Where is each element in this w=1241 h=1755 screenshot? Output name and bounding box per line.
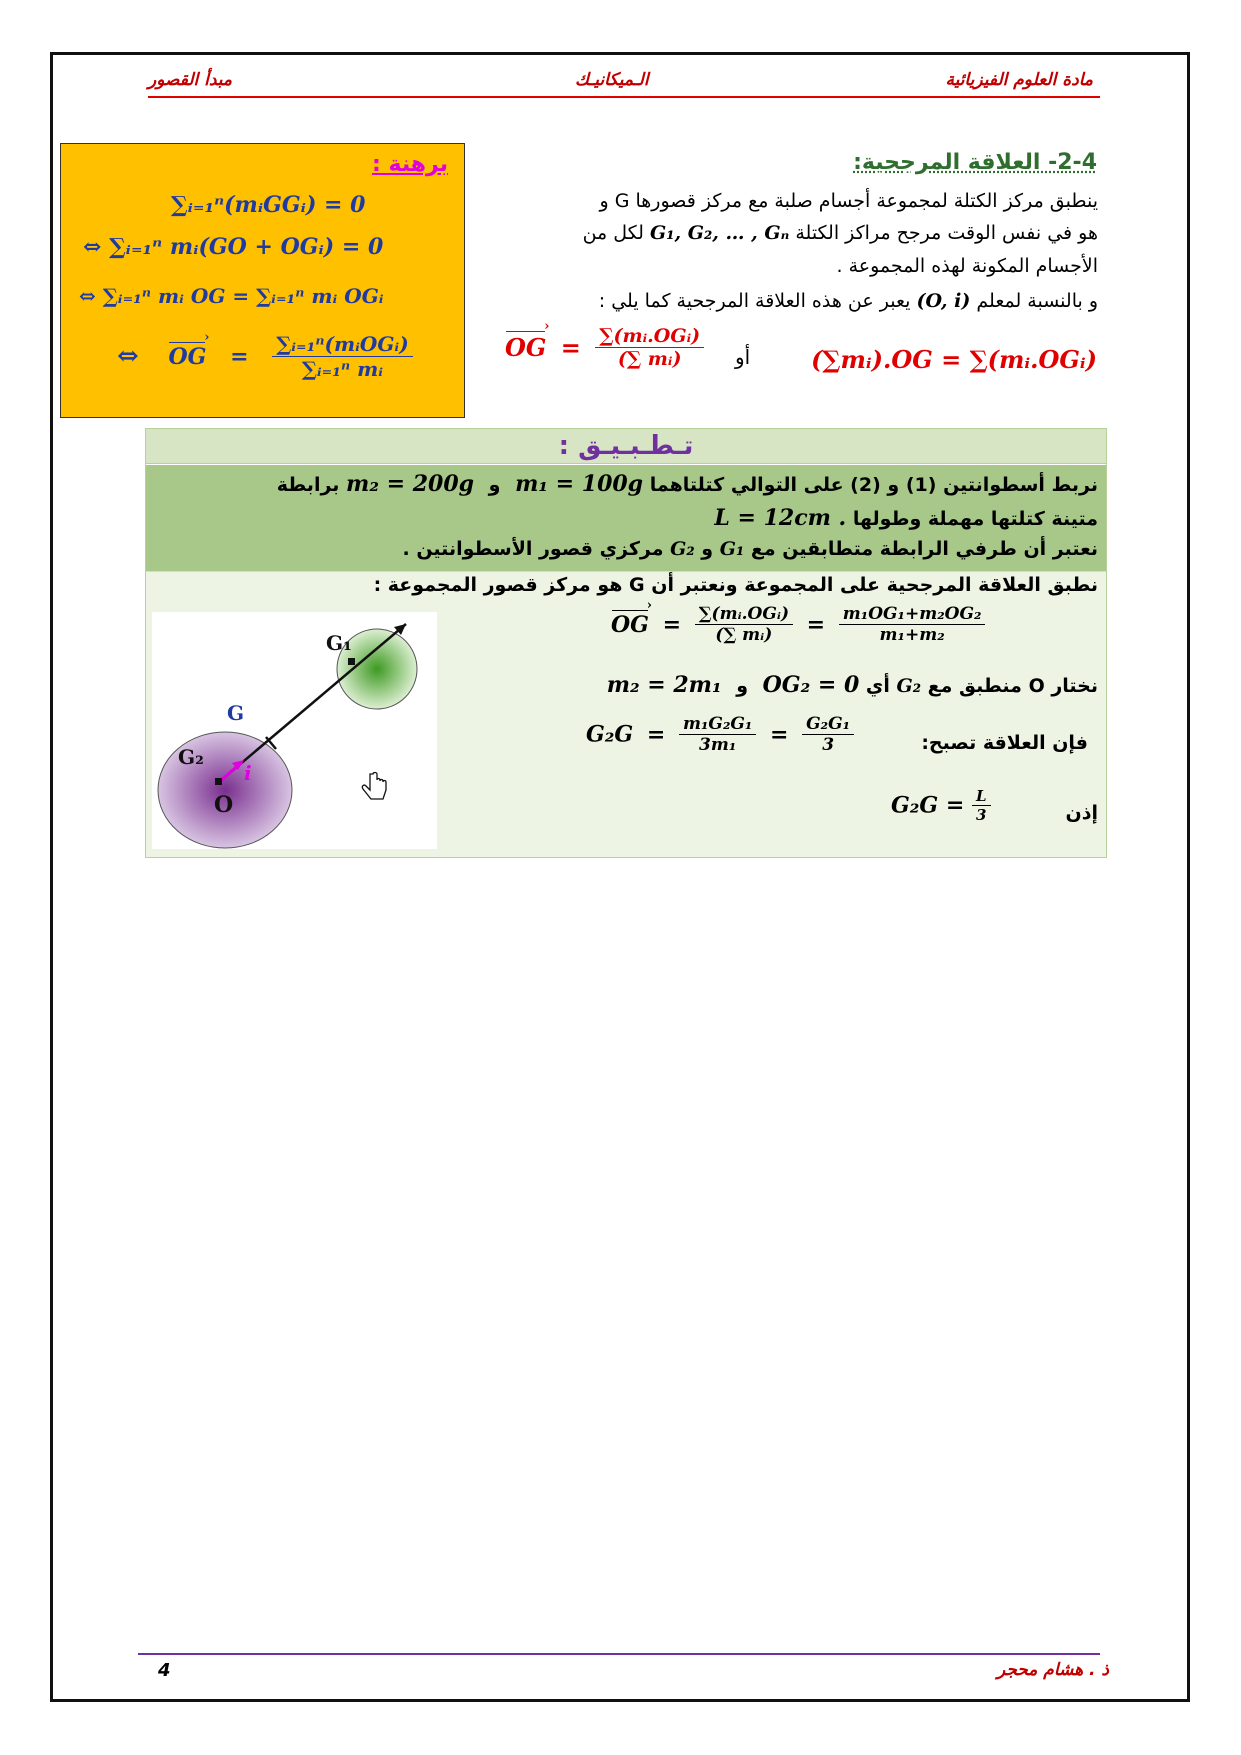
- equivalence-symbol: ⇔: [83, 234, 102, 260]
- formula-barycenter-lhs: OG ›: [505, 333, 546, 362]
- solution-line-2a: نختار O منطبق مع: [927, 675, 1098, 697]
- eq1-numerator-1: ∑(mᵢ.OGᵢ): [695, 604, 793, 625]
- formula-barycenter-numerator: ∑(mᵢ.OGᵢ): [595, 325, 704, 348]
- section-line-2-text: هو في نفس الوقت مرجح مراكز الكتلة: [795, 222, 1098, 244]
- section-line-4-end: يعبر عن هذه العلاقة المرجحية كما يلي :: [598, 290, 911, 312]
- proof-line-4-lhs: OG ›: [168, 344, 206, 370]
- statement-line-3b: مركزي قصور الأسطوانتين .: [402, 538, 664, 560]
- section-line-2-end: لكل من: [582, 222, 644, 244]
- formula-or: أو: [735, 345, 751, 369]
- eq3-numerator-1: m₁G₂G₁: [679, 714, 756, 735]
- header-lesson: مبدأ القصور: [148, 70, 233, 90]
- statement-and: و: [488, 474, 501, 496]
- mass-m2: m₂ = 200g: [346, 471, 475, 497]
- section-line-4-math: (O, i): [916, 290, 971, 312]
- application-solution: نطبق العلاقة المرجحية على المجموعة ونعتبر أن G هو مركز قصور المجموعة : OG › = $\frac{\text{∑(mᵢ.OGᵢ)}}{\text{(∑ mᵢ)}}$ = $\frac{\text{m₁OG₁+m₂OG₂}}{\text{m₁+m₂}}$ نختار O منطبق مع G₂ أي OG₂ = 0 و m₂ = 2m₁ فإن العلاقة تصبح: G₂G = $\frac{\text{m₁G₂G₁}}{\text{3m₁}}$ = $\frac{\text{G₂G₁}}{3}$ إذن G₂G = $\frac{L}{3}$ G₁ G G₂ O i: [146, 572, 1106, 857]
- eq1-lhs: OG ›: [611, 612, 649, 638]
- proof-line-4-denominator: ∑ᵢ₌₁ⁿ mᵢ: [301, 357, 384, 381]
- header-divider: [148, 96, 1100, 98]
- section-line-4-start: و بالنسبة لمعلم: [976, 290, 1098, 312]
- section-title: 2-4- العلاقة المرجحية:: [853, 150, 1097, 175]
- section-line-2-math: G₁, G₂, … , Gₙ: [649, 222, 790, 244]
- solution-line-1: نطبق العلاقة المرجحية على المجموعة ونعتبر أن G هو مركز قصور المجموعة :: [373, 574, 1098, 596]
- sol2-mass-relation: m₂ = 2m₁: [606, 672, 722, 698]
- formula-weighted-sum: (∑mᵢ).OG = ∑(mᵢ.OGᵢ): [811, 345, 1097, 374]
- application-title: تـطـبـيـق :: [558, 431, 694, 461]
- proof-title: برهنة :: [372, 152, 448, 177]
- application-table: [145, 428, 1107, 858]
- point-o: [215, 778, 222, 785]
- length-L: L = 12cm .: [714, 505, 847, 531]
- application-statement: [146, 465, 1106, 572]
- solution-line-4: إذن: [1065, 802, 1098, 824]
- eq3-denominator-1: 3m₁: [699, 735, 737, 755]
- label-i-figure: i: [244, 761, 252, 785]
- equivalence-symbol: ⇔: [117, 341, 139, 372]
- footer-divider: [138, 1653, 1100, 1655]
- figure-svg: [152, 612, 437, 849]
- application-header: [146, 429, 1106, 464]
- eq3-denominator-2: 3: [822, 735, 835, 755]
- statement-line-3a: نعتبر أن طرفي الرابطة متطابقين مع: [750, 538, 1098, 560]
- statement-line-1b: برابطة: [276, 474, 340, 496]
- eq4-denominator: 3: [976, 806, 987, 824]
- statement-and: و: [701, 538, 714, 560]
- eq3-numerator-2: G₂G₁: [802, 714, 854, 735]
- footer-author: ذ . هشام محجر: [996, 1660, 1109, 1680]
- label-g2: G₂: [670, 538, 695, 560]
- proof-line-1: ∑ᵢ₌₁ⁿ(mᵢGGᵢ) = 0: [171, 192, 366, 218]
- eq4-lhs: G₂G =: [891, 792, 965, 819]
- cylinders-figure: [152, 612, 437, 849]
- proof-line-4-numerator: ∑ᵢ₌₁ⁿ(mᵢOGᵢ): [272, 332, 412, 357]
- label-g1-figure: G₁: [326, 631, 352, 655]
- eq3-lhs: G₂G: [586, 721, 634, 748]
- header-unit: الـميكانيـك: [575, 70, 649, 90]
- equivalence-symbol: ⇔: [79, 284, 96, 308]
- proof-line-3: ∑ᵢ₌₁ⁿ mᵢ OG = ∑ᵢ₌₁ⁿ mᵢ OGᵢ: [102, 284, 384, 308]
- solution-line-3: فإن العلاقة تصبح:: [921, 732, 1088, 754]
- point-g1: [348, 658, 355, 665]
- formula-barycenter-denominator: (∑ mᵢ): [617, 348, 682, 370]
- proof-line-2: ∑ᵢ₌₁ⁿ mᵢ(GO + OGᵢ) = 0: [109, 234, 384, 260]
- section-line-1: ينطبق مركز الكتلة لمجموعة أجسام صلبة مع مركز قصورها G و: [599, 190, 1098, 212]
- proof-box: [60, 143, 465, 418]
- eq4-numerator: L: [972, 787, 991, 806]
- hand-cursor-icon: [362, 773, 386, 800]
- proof-line-4-eq: =: [230, 343, 249, 370]
- sol2-and: و: [736, 675, 749, 697]
- eq1-denominator-1: (∑ mᵢ): [715, 625, 773, 645]
- eq1-numerator-2: m₁OG₁+m₂OG₂: [839, 604, 986, 625]
- label-o-figure: O: [214, 792, 234, 818]
- sol2-ay: أي: [865, 675, 890, 697]
- sol2-g2: G₂: [896, 675, 922, 697]
- label-g2-figure: G₂: [178, 745, 204, 769]
- page-number: 4: [158, 1660, 171, 1681]
- statement-line-1a: نربط أسطوانتين (1) و (2) على التوالي كتلتاهما: [649, 474, 1098, 496]
- label-g-figure: G: [227, 701, 245, 725]
- label-g1: G₁: [719, 538, 745, 560]
- header-subject: مادة العلوم الفيزيائية: [945, 70, 1093, 90]
- statement-line-2: متينة كتلتها مهملة وطولها: [852, 508, 1098, 530]
- sol2-vector: OG₂ = 0: [762, 672, 860, 698]
- mass-m1: m₁ = 100g: [515, 471, 644, 497]
- eq1-denominator-2: m₁+m₂: [879, 625, 945, 645]
- section-line-3: الأجسام المكونة لهذه المجموعة .: [836, 255, 1098, 277]
